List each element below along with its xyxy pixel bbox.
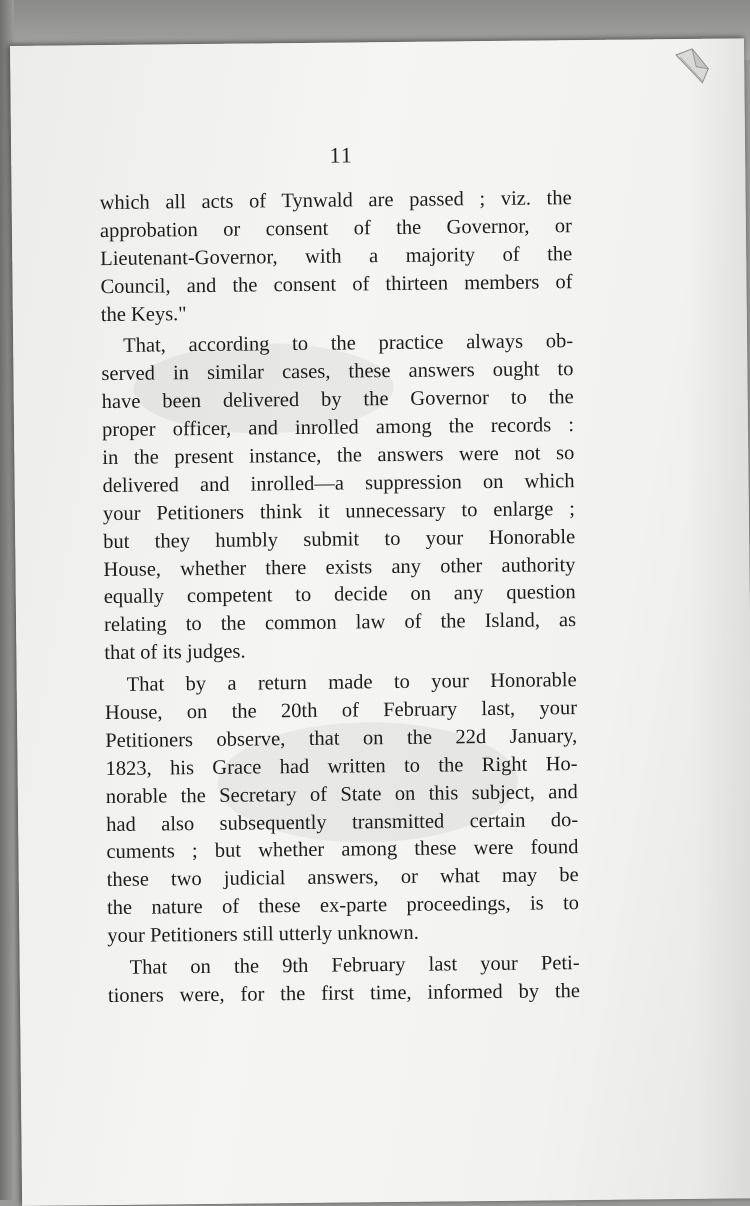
text-line: Lieutenant-Governor, with a majority of the: [100, 242, 573, 270]
text-line: That on the 9th February last your Peti-: [129, 952, 580, 979]
text-line: approbation or consent of the Governor, or: [99, 215, 573, 242]
text-line: which all acts of Tynwald are passed ; viz. the: [99, 187, 572, 215]
text-line: cuments ; but whether among these were found: [106, 836, 579, 864]
text-line: That by a return made to your Honorable: [126, 669, 577, 696]
text-line: proper officer, and inrolled among the records :: [101, 414, 575, 442]
folded-corner-icon: [672, 47, 710, 85]
text-line: delivered and inrolled—a suppression on which: [102, 470, 575, 497]
body-text: [100, 185, 581, 1011]
text-line: the Keys.": [100, 302, 187, 326]
text-line: relating to the common law of the Island, as: [103, 609, 577, 637]
text-line: served in similar cases, these answers ought to: [101, 358, 574, 386]
text-line: in the present instance, the answers were not so: [102, 442, 575, 470]
text-line: have been delivered by the Governor to the: [101, 386, 574, 414]
text-line: Petitioners observe, that on the 22d January,: [105, 725, 578, 752]
text-line: your Petitioners still utterly unknown.: [107, 921, 419, 948]
text-line: but they humbly submit to your Honorable: [103, 525, 576, 553]
text-line: 1823, his Grace had written to the Right Ho-: [105, 752, 578, 780]
text-line: equally competent to decide on any question: [103, 581, 576, 609]
text-line: had also subsequently transmitted certain do-: [106, 808, 579, 836]
text-line: that of its judges.: [104, 640, 246, 665]
text-line: your Petitioners think it unnecessary to enlarge ;: [102, 497, 575, 525]
text-line: That, according to the practice always ob-: [123, 330, 574, 358]
text-line: these two judicial answers, or what may be: [106, 864, 579, 892]
text-line: norable the Secretary of State on this subject, and: [105, 780, 578, 808]
page-edge-shading: [684, 38, 750, 1199]
text-line: House, on the 20th of February last, your: [104, 697, 578, 725]
page-number: 11: [329, 142, 353, 168]
text-line: House, whether there exists any other authority: [103, 553, 576, 581]
document-page: [10, 38, 750, 1206]
text-line: Council, and the consent of thirteen members of: [100, 270, 573, 298]
text-line: tioners were, for the first time, informed by the: [107, 980, 581, 1007]
text-line: the nature of these ex-parte proceedings, is to: [106, 892, 580, 920]
